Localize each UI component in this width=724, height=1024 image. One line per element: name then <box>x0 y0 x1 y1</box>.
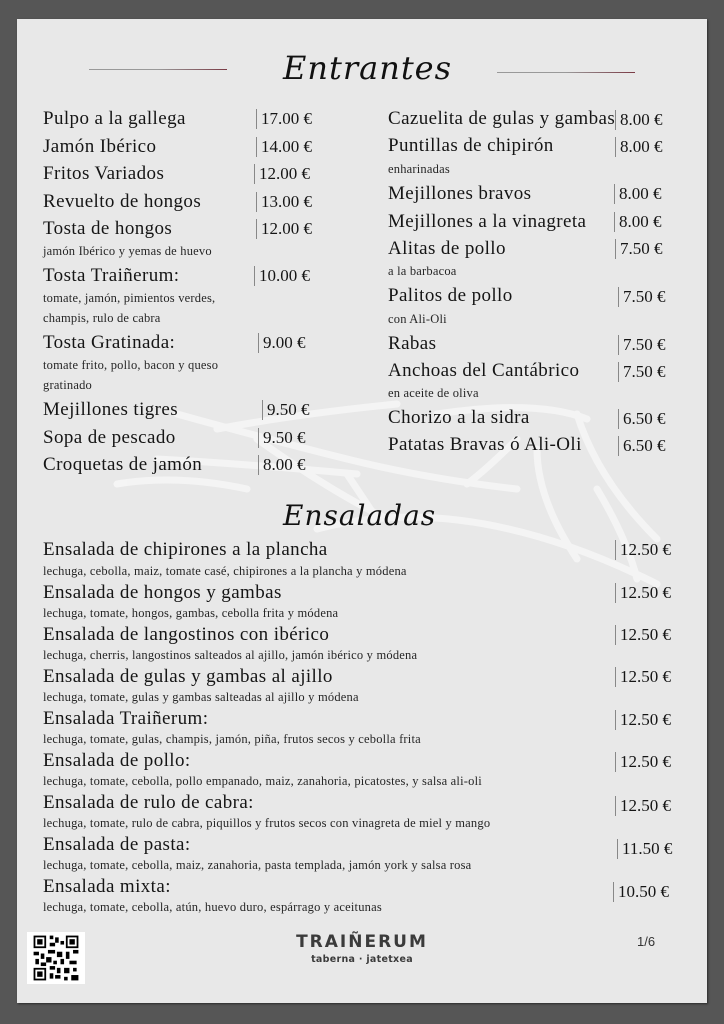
item-price: 13.00 € <box>256 192 312 212</box>
item-price: 10.50 € <box>613 882 669 902</box>
item-name: Ensalada de pasta: <box>43 834 191 855</box>
item-name: Chorizo a la sidra <box>388 407 530 428</box>
page-number: 1/6 <box>637 934 656 949</box>
menu-page <box>17 19 707 1003</box>
item-name: Cazuelita de gulas y gambas <box>388 108 616 129</box>
brand-tagline: taberna · jatetxea <box>311 954 413 965</box>
item-description: en aceite de oliva <box>388 386 479 400</box>
title-rule-right <box>497 72 635 73</box>
item-name: Ensalada de pollo: <box>43 750 191 771</box>
item-price: 12.50 € <box>615 752 671 772</box>
item-description: a la barbacoa <box>388 264 457 278</box>
item-price: 12.00 € <box>256 219 312 239</box>
item-price: 12.50 € <box>615 796 671 816</box>
item-price: 7.50 € <box>618 287 666 307</box>
item-description: champis, rulo de cabra <box>43 311 161 325</box>
item-name: Rabas <box>388 333 437 354</box>
item-name: Tosta Traiñerum: <box>43 265 180 286</box>
item-description: lechuga, tomate, rulo de cabra, piquillos y frutos secos con vinagreta de miel y mango <box>43 816 491 830</box>
item-description: lechuga, tomate, cebolla, maiz, zanahoria, pasta templada, jamón york y salsa rosa <box>43 858 472 872</box>
title-rule-left <box>89 69 227 70</box>
item-name: Mejillones tigres <box>43 399 179 420</box>
item-price: 12.50 € <box>615 710 671 730</box>
item-name: Fritos Variados <box>43 163 165 184</box>
item-name: Palitos de pollo <box>388 285 513 306</box>
item-price: 8.00 € <box>614 184 662 204</box>
section-title-ensaladas: Ensaladas <box>283 499 437 532</box>
item-price: 7.50 € <box>615 239 663 259</box>
brand-logo: TRAIÑERUM <box>296 932 428 952</box>
item-price: 8.00 € <box>258 455 306 475</box>
item-name: Patatas Bravas ó Ali-Oli <box>388 434 582 455</box>
item-name: Ensalada Traiñerum: <box>43 708 209 729</box>
item-price: 12.50 € <box>615 625 671 645</box>
item-price: 12.00 € <box>254 164 310 184</box>
item-name: Sopa de pescado <box>43 427 176 448</box>
item-price: 9.00 € <box>258 333 306 353</box>
item-description: lechuga, tomate, gulas, champis, jamón, piña, frutos secos y cebolla frita <box>43 732 421 746</box>
item-price: 12.50 € <box>615 583 671 603</box>
item-description: tomate frito, pollo, bacon y queso <box>43 358 219 372</box>
item-description: enharinadas <box>388 162 450 176</box>
item-price: 7.50 € <box>618 335 666 355</box>
item-description: lechuga, tomate, cebolla, pollo empanado, maiz, zanahoria, picatostes, y salsa ali-oli <box>43 774 482 788</box>
item-name: Ensalada de hongos y gambas <box>43 582 282 603</box>
item-description: lechuga, tomate, cebolla, atún, huevo duro, espárrago y aceitunas <box>43 900 382 914</box>
item-description: tomate, jamón, pimientos verdes, <box>43 291 216 305</box>
item-description: gratinado <box>43 378 93 392</box>
item-price: 9.50 € <box>258 428 306 448</box>
item-description: lechuga, cebolla, maiz, tomate casé, chipirones a la plancha y módena <box>43 564 407 578</box>
item-description: con Ali-Oli <box>388 312 447 326</box>
item-name: Alitas de pollo <box>388 238 506 259</box>
item-price: 14.00 € <box>256 137 312 157</box>
item-name: Ensalada de gulas y gambas al ajillo <box>43 666 333 687</box>
item-name: Mejillones bravos <box>388 183 532 204</box>
item-description: jamón Ibérico y yemas de huevo <box>43 244 212 258</box>
item-price: 8.00 € <box>615 110 663 130</box>
item-price: 11.50 € <box>617 839 672 859</box>
item-price: 12.50 € <box>615 667 671 687</box>
item-price: 12.50 € <box>615 540 671 560</box>
item-name: Ensalada de chipirones a la plancha <box>43 539 328 560</box>
item-name: Ensalada de langostinos con ibérico <box>43 624 330 645</box>
item-name: Revuelto de hongos <box>43 191 202 212</box>
item-price: 8.00 € <box>615 137 663 157</box>
item-price: 6.50 € <box>618 409 666 429</box>
section-title-entrantes: Entrantes <box>283 49 453 87</box>
item-price: 17.00 € <box>256 109 312 129</box>
item-description: lechuga, tomate, gulas y gambas salteadas al ajillo y módena <box>43 690 359 704</box>
item-price: 7.50 € <box>618 362 666 382</box>
item-name: Jamón Ibérico <box>43 136 157 157</box>
item-name: Pulpo a la gallega <box>43 108 186 129</box>
item-name: Puntillas de chipirón <box>388 135 554 156</box>
item-name: Ensalada de rulo de cabra: <box>43 792 254 813</box>
item-name: Ensalada mixta: <box>43 876 171 897</box>
item-price: 9.50 € <box>262 400 310 420</box>
item-name: Tosta de hongos <box>43 218 173 239</box>
item-name: Tosta Gratinada: <box>43 332 176 353</box>
item-name: Croquetas de jamón <box>43 454 203 475</box>
item-name: Mejillones a la vinagreta <box>388 211 587 232</box>
item-description: lechuga, cherris, langostinos salteados al ajillo, jamón ibérico y módena <box>43 648 418 662</box>
item-price: 8.00 € <box>614 212 662 232</box>
item-price: 10.00 € <box>254 266 310 286</box>
item-price: 6.50 € <box>618 436 666 456</box>
item-description: lechuga, tomate, hongos, gambas, cebolla frita y módena <box>43 606 339 620</box>
item-name: Anchoas del Cantábrico <box>388 360 580 381</box>
